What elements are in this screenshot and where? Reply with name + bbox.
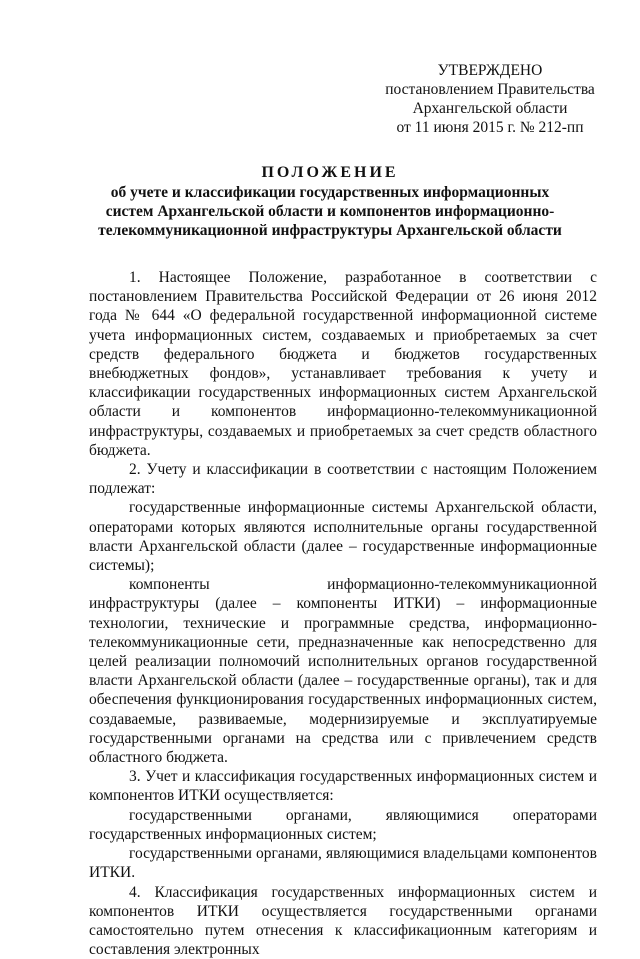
paragraph: 1. Настоящее Положение, разработанное в соответствии с постановлением Правительства Российской Федерации от 26 июня 2012 года № 644 «О федеральной государственной информационной системе учета информационных систем, создаваемых и приобретаемых за счет средств федерального бюджета и бюджетов государственных внебюджетных фондов», устанавливает требования к учету и классификации государственных информационных систем Архангельской области и компонентов информационно-телекоммуникационной инфраструктуры, создаваемых и приобретаемых за счет средств областного бюджета. (89, 268, 597, 460)
approval-date: от 11 июня 2015 г. № 212-пп (370, 118, 610, 137)
document-subtitle-line: об учете и классификации государственных информационных (60, 183, 600, 202)
paragraph: 2. Учету и классификации в соответствии с настоящим Положением подлежат: (89, 460, 597, 498)
document-body (89, 268, 597, 959)
document-heading (60, 162, 600, 240)
paragraph: 4. Классификация государственных информационных систем и компонентов ИТКИ осуществляется государственными органами самостоятельно путем отнесения к классификационным категориям и составления электронных (89, 883, 597, 959)
paragraph: государственные информационные системы Архангельской области, операторами которых являются исполнительные органы государственной власти Архангельской области (далее – государственные информационные системы); (89, 498, 597, 575)
document-subtitle-line: систем Архангельской области и компонентов информационно- (60, 202, 600, 221)
paragraph: 3. Учет и классификация государственных информационных систем и компонентов ИТКИ осуществляется: (89, 767, 597, 805)
document-title: ПОЛОЖЕНИЕ (60, 162, 600, 183)
paragraph: компоненты информационно-телекоммуникационной инфраструктуры (далее – компоненты ИТКИ) – информационные технологии, технические и программные средства, информационно-телекоммуникационные сети, предназначенные как непосредственно для целей реализации полномочий исполнительных органов государственной власти Архангельской области (далее – государственные органы), так и для обеспечения функционирования государственных информационных систем, создаваемые, развиваемые, модернизируемые и эксплуатируемые государственными органами на средства или с привлечением средств областного бюджета. (89, 575, 597, 767)
document-subtitle-line: телекоммуникационной инфраструктуры Архангельской области (60, 221, 600, 240)
paragraph: государственными органами, являющимися операторами государственных информационных систем; (89, 806, 597, 844)
approval-heading: УТВЕРЖДЕНО (370, 61, 610, 80)
approval-line: Архангельской области (370, 99, 610, 118)
paragraph: государственными органами, являющимися владельцами компонентов ИТКИ. (89, 844, 597, 882)
approval-stamp (370, 61, 610, 137)
approval-line: постановлением Правительства (370, 80, 610, 99)
